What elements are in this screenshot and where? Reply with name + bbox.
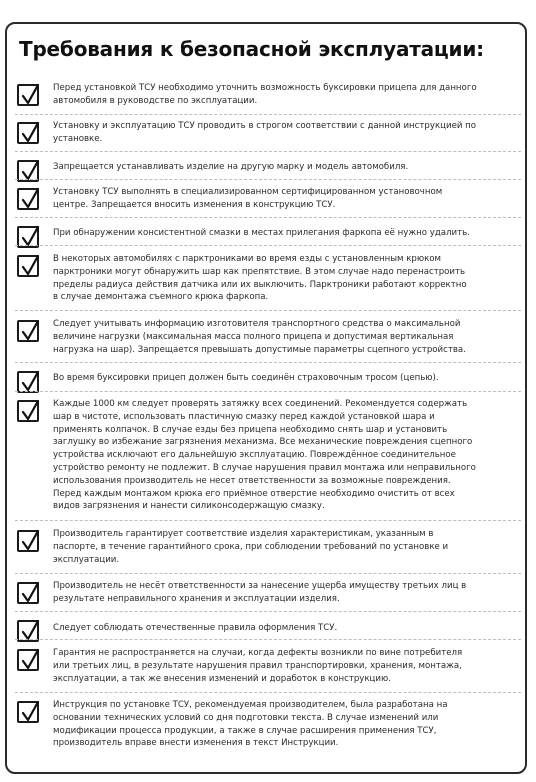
divider — [15, 114, 521, 115]
divider — [15, 151, 521, 152]
item-text: Перед установкой ТСУ необходимо уточнить возможность буксировки прицепа для данного автомобиля в руководстве по эксплуатации. — [53, 83, 477, 106]
divider — [15, 611, 521, 612]
item-text: Установку ТСУ выполнять в специализированном сертифицированном установочном центре. Запрещается вносить изменения в конструкцию ТСУ. — [53, 187, 443, 210]
divider — [15, 179, 521, 180]
divider — [15, 310, 521, 311]
checkmark-box-icon — [17, 582, 39, 604]
divider — [15, 391, 521, 392]
checkmark-box-icon — [17, 255, 39, 277]
page-title: Требования к безопасной эксплуатации: — [19, 37, 484, 61]
item-text: При обнаружении консистентной смазки в местах прилегания фаркопа её нужно удалить. — [53, 228, 470, 238]
checkmark-box-icon — [17, 320, 39, 342]
item-text: Следует соблюдать отечественные правила оформления ТСУ. — [53, 623, 338, 633]
divider — [15, 362, 521, 363]
divider — [15, 639, 521, 640]
divider — [15, 217, 521, 218]
divider — [15, 245, 521, 246]
item-text: Каждые 1000 км следует проверять затяжку всех соединений. Рекомендуется содержать шар в чистоте, использовать пластичную смазку перед каждой установкой шара и применять колпачок. В случае езды без прицепа необходимо снять шар и установить заглушку во избежание загрязнения механизма. Все механические повреждения сцепного устройства исключают его дальнейшую эксплуатацию. Повреждённое соединительное устройство ремонту не подлежит. В случае нарушения правил монтажа или неправильного использования производитель не несет ответственности за возможные повреждения. Перед каждым монтажом крюка его приёмное отверстие необходимо очистить от всех видов загрязнения и нанести силиконсодержащую смазку. — [53, 399, 476, 512]
item-text: В некоторых автомобилях с парктрониками во время езды с установленным крюком парктроники могут обнаружить шар как препятствие. В этом случае надо перенастроить пределы радиуса действия датчика или их выключить. Парктроники работают корректно в случае демонтажа съемного крюка фаркопа. — [53, 254, 467, 303]
item-text: Производитель гарантирует соответствие изделия характеристикам, указанным в паспорте, в течение гарантийного срока, при соблюдении требований по установке и эксплуатации. — [53, 529, 449, 565]
divider — [15, 573, 521, 574]
item-text: Следует учитывать информацию изготовителя транспортного средства о максимальной величине нагрузки (максимальная масса полного прицепа и допустимая вертикальная нагрузка на шар). Запрещается превышать допустимые параметры сцепного устройства. — [53, 319, 466, 355]
item-text: Запрещается устанавливать изделие на другую марку и модель автомобиля. — [53, 162, 409, 172]
checkmark-box-icon — [17, 188, 39, 210]
checkmark-box-icon — [17, 701, 39, 723]
checkmark-box-icon — [17, 530, 39, 552]
divider — [15, 520, 521, 521]
checkmark-box-icon — [17, 84, 39, 106]
checkmark-box-icon — [17, 371, 39, 393]
item-text: Производитель не несёт ответственности за нанесение ущерба имуществу третьих лиц в результате неправильного хранения и эксплуатации изделия. — [53, 581, 467, 604]
divider — [15, 692, 521, 693]
checkmark-box-icon — [17, 649, 39, 671]
item-text: Во время буксировки прицеп должен быть соединён страховочным тросом (цепью). — [53, 373, 439, 383]
item-text: Установку и эксплуатацию ТСУ проводить в строгом соответствии с данной инструкцией по установке. — [53, 121, 477, 144]
checkmark-box-icon — [17, 122, 39, 144]
checkmark-box-icon — [17, 400, 39, 422]
item-text: Инструкция по установке ТСУ, рекомендуемая производителем, была разработана на основании технических условий со дня подготовки текста. В случае изменений или модификации процесса продукции, а также в случае расширения применения ТСУ, производитель вправе внести изменения в текст Инструкции. — [53, 700, 448, 749]
item-text: Гарантия не распространяется на случаи, когда дефекты возникли по вине потребителя или третьих лиц, в результате нарушения правил транспортировки, хранения, монтажа, эксплуатации, а так же внесения изменений и доработок в конструкцию. — [53, 648, 463, 684]
